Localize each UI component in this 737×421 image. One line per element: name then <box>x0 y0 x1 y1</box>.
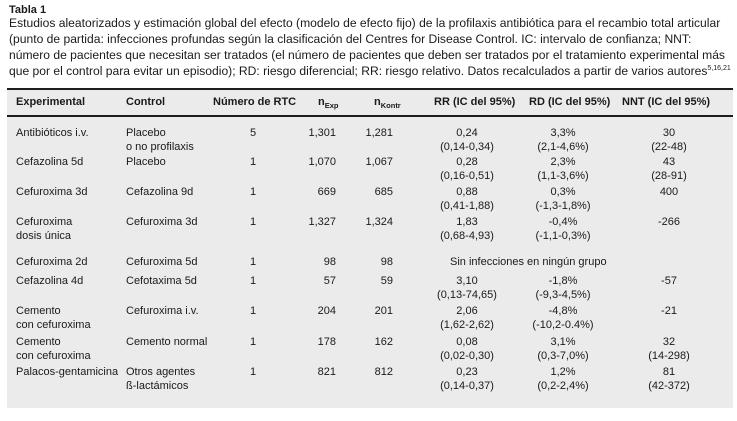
cell-nnt: -266 <box>657 216 681 228</box>
cell-experimental: Cefuroxima 2d <box>16 256 88 268</box>
cell-control: Cefotaxima 5d <box>126 275 197 287</box>
cell-n-kontr: 1,067 <box>365 156 393 168</box>
cell-num-rtc: 1 <box>249 336 257 348</box>
cell-n-kontr: 201 <box>374 305 393 317</box>
cell-control: Otros agentes <box>126 366 196 378</box>
cell-rr-ci: (0,14-0,37) <box>440 380 494 392</box>
cell-rd: -1,8% <box>548 275 578 287</box>
cell-nnt: 30 <box>662 127 676 139</box>
cell-n-kontr: 812 <box>374 366 393 378</box>
cell-rr-ci: (1,62-2,62) <box>440 319 494 331</box>
cell-experimental: Cefazolina 5d <box>16 156 84 168</box>
cell-control: Placebo <box>126 156 166 168</box>
cell-num-rtc: 1 <box>249 216 257 228</box>
cell-experimental: Cemento <box>16 336 61 348</box>
cell-num-rtc: 1 <box>249 156 257 168</box>
cell-nnt-ci: (14-298) <box>648 350 690 362</box>
cell-n-kontr: 685 <box>374 186 393 198</box>
cell-control: Cemento normal <box>126 336 208 348</box>
cell-rd-ci: (2,1-4,6%) <box>537 141 589 153</box>
cell-n-kontr: 162 <box>374 336 393 348</box>
cell-n-exp: 1,327 <box>308 216 336 228</box>
data-table <box>7 88 733 408</box>
cell-nnt: -21 <box>661 305 677 317</box>
cell-n-kontr: 1,324 <box>365 216 393 228</box>
cell-nnt-ci: (42-372) <box>648 380 690 392</box>
cell-num-rtc: 1 <box>249 186 257 198</box>
cell-experimental: Cemento <box>16 305 61 317</box>
cell-rd: 2,3% <box>550 156 576 168</box>
cell-experimental: Palacos-gentamicina <box>16 366 119 378</box>
cell-nnt: 32 <box>662 336 676 348</box>
cell-note: Sin infecciones en ningún grupo <box>450 256 607 268</box>
cell-rr: 0,24 <box>456 127 478 139</box>
header-nnt: NNT (IC del 95%) <box>622 96 711 108</box>
cell-experimental-line2: dosis única <box>16 230 72 242</box>
cell-rd-ci: (0,3-7,0%) <box>537 350 589 362</box>
header-experimental: Experimental <box>16 96 86 108</box>
cell-n-exp: 1,070 <box>308 156 336 168</box>
cell-rr-ci: (0,16-0,51) <box>440 170 494 182</box>
cell-rr: 0,23 <box>456 366 478 378</box>
cell-num-rtc: 1 <box>249 305 257 317</box>
cell-n-exp: 1,301 <box>308 127 336 139</box>
cell-experimental: Cefuroxima <box>16 216 73 228</box>
top-rule <box>7 88 733 90</box>
cell-experimental: Cefuroxima 3d <box>16 186 88 198</box>
cell-control-line2: ß-lactámicos <box>126 380 189 392</box>
cell-rr: 0,28 <box>456 156 478 168</box>
table-label: Tabla 1 <box>9 4 47 16</box>
cell-num-rtc: 1 <box>249 275 257 287</box>
cell-control: Cefuroxima 5d <box>126 256 198 268</box>
cell-rr-ci: (0,41-1,88) <box>440 200 494 212</box>
cell-rr: 0,88 <box>456 186 478 198</box>
cell-rd: 1,2% <box>550 366 576 378</box>
cell-control: Cefuroxima 3d <box>126 216 198 228</box>
cell-n-exp: 57 <box>323 275 336 287</box>
cell-experimental: Cefazolina 4d <box>16 275 84 287</box>
header-n-kontr: $n_{Kontr}$ <box>374 96 401 110</box>
header-num-rtc: Número de RTC <box>213 96 297 108</box>
cell-experimental-line2: con cefuroxima <box>16 350 91 362</box>
cell-control: Placebo <box>126 127 166 139</box>
cell-rd: 3,3% <box>550 127 576 139</box>
cell-nnt: 81 <box>662 366 676 378</box>
cell-control: Cefazolina 9d <box>126 186 194 198</box>
cell-n-exp: 98 <box>323 256 336 268</box>
cell-n-kontr: 59 <box>380 275 393 287</box>
caption-references: 5,16,21 <box>707 65 731 72</box>
cell-rd: -0,4% <box>548 216 578 228</box>
cell-nnt-ci: (22-48) <box>651 141 687 153</box>
header-rule <box>7 115 733 117</box>
caption-text: Estudios aleatorizados y estimación global del efecto (modelo de efecto fijo) de la profilaxis antibiótica para el recambio total articular (punto de partida: infecciones profundas según la clasificación del Centres for Disease Control. IC: intervalo de confianza; NNT: número de pacientes que necesitan ser tratados (el número de pacientes que deben ser tratados por el tratamiento experimental más que por el control para evitar un episodio); RD: riesgo diferencial; RR: riesgo relativo. Datos recalculados a partir de varios autores <box>9 16 725 78</box>
cell-rd-ci: (-10,2-0.4%) <box>532 319 594 331</box>
cell-nnt: 43 <box>662 156 676 168</box>
header-rr: RR (IC del 95%) <box>434 96 516 108</box>
cell-rr: 3,10 <box>456 275 478 287</box>
cell-rd: -4,8% <box>548 305 578 317</box>
cell-rd-ci: (-1,1-0,3%) <box>535 230 591 242</box>
cell-n-exp: 669 <box>317 186 336 198</box>
cell-rr: 0,08 <box>456 336 478 348</box>
cell-num-rtc: 5 <box>249 127 257 139</box>
table-caption <box>9 15 733 79</box>
cell-rr-ci: (0,02-0,30) <box>440 350 494 362</box>
cell-experimental-line2: con cefuroxima <box>16 319 91 331</box>
cell-control: Cefuroxima i.v. <box>126 305 199 317</box>
cell-rr-ci: (0,14-0,34) <box>440 141 494 153</box>
header-n-exp: $n_{Exp}$ <box>318 96 339 110</box>
cell-n-exp: 821 <box>317 366 336 378</box>
cell-rd: 3,1% <box>550 336 576 348</box>
cell-rr: 1,83 <box>456 216 478 228</box>
cell-n-kontr: 1,281 <box>365 127 393 139</box>
header-control: Control <box>126 96 166 108</box>
cell-rd-ci: (1,1-3,6%) <box>537 170 589 182</box>
cell-nnt: -57 <box>661 275 677 287</box>
cell-control-line2: o no profilaxis <box>126 141 194 153</box>
cell-n-exp: 178 <box>317 336 336 348</box>
cell-nnt-ci: (28-91) <box>651 170 687 182</box>
header-rd: RD (IC del 95%) <box>529 96 611 108</box>
cell-nnt: 400 <box>659 186 679 198</box>
cell-num-rtc: 1 <box>249 366 257 378</box>
cell-rd-ci: (0,2-2,4%) <box>537 380 589 392</box>
cell-rr-ci: (0,13-74,65) <box>437 289 497 301</box>
cell-rd-ci: (-9,3-4,5%) <box>535 289 591 301</box>
cell-num-rtc: 1 <box>249 256 257 268</box>
cell-rd: 0,3% <box>550 186 576 198</box>
cell-rr: 2,06 <box>456 305 478 317</box>
cell-rd-ci: (-1,3-1,8%) <box>535 200 591 212</box>
cell-n-exp: 204 <box>317 305 336 317</box>
cell-experimental: Antibióticos i.v. <box>16 127 89 139</box>
cell-rr-ci: (0,68-4,93) <box>440 230 494 242</box>
cell-n-kontr: 98 <box>380 256 393 268</box>
